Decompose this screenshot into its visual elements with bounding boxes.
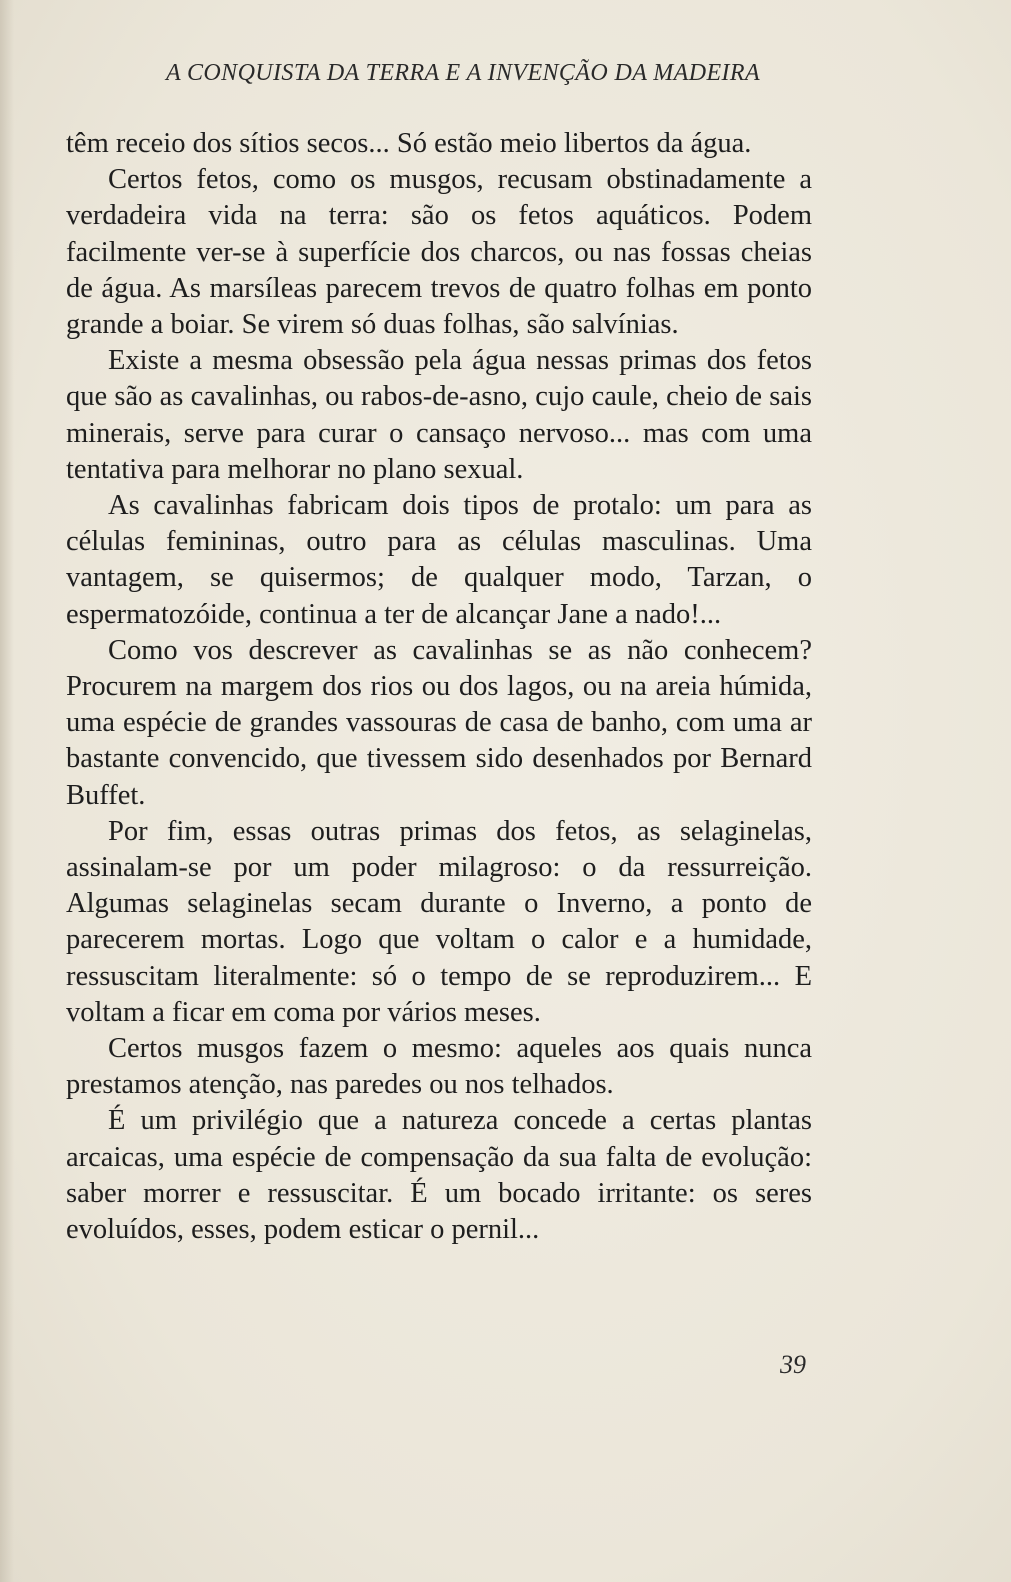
paragraph: Como vos descrever as cavalinhas se as não conhecem? Procurem na margem dos rios ou dos lagos, ou na areia húmida, uma espécie de grandes vassouras de casa de banho, com uma ar bastante convencido, que tivessem sido desenhados por Bernard Buffet.	[66, 634, 812, 811]
paragraph: Certos musgos fazem o mesmo: aqueles aos quais nunca prestamos atenção, nas paredes ou nos telhados.	[66, 1033, 812, 1101]
paragraph: As cavalinhas fabricam dois tipos de protalo: um para as células femininas, outro para as células masculinas. Uma vantagem, se quisermos; de qualquer modo, Tarzan, o espermatozóide, continua a ter de alcançar Jane a nado!...	[66, 490, 812, 630]
paragraph: Certos fetos, como os musgos, recusam obstinadamente a verdadeira vida na terra: são os fetos aquáticos. Podem facilmente ver-se à superfície dos charcos, ou nas fossas cheias de água. As marsíleas parecem trevos de quatro folhas em ponto grande a boiar. Se virem só duas folhas, são salvínias.	[66, 164, 812, 341]
spine-shadow	[0, 0, 14, 1582]
paragraph: Existe a mesma obsessão pela água nessas primas dos fetos que são as cavalinhas, ou rabos-de-asno, cujo caule, cheio de sais minerais, serve para curar o cansaço nervoso... mas com uma tentativa para melhorar no plano sexual.	[66, 345, 812, 485]
page-number: 39	[780, 1350, 806, 1379]
paragraph: Por fim, essas outras primas dos fetos, as selaginelas, assinalam-se por um poder milagroso: o da ressurreição. Algumas selaginelas secam durante o Inverno, a ponto de parecerem mortas. Logo que voltam o calor e a humidade, ressuscitam literalmente: só o tempo de se reproduzirem... E voltam a ficar em coma por vários meses.	[66, 815, 812, 1028]
paragraph: É um privilégio que a natureza concede a certas plantas arcaicas, uma espécie de compensação da sua falta de evolução: saber morrer e ressuscitar. É um bocado irritante: os seres evoluídos, esses, podem esticar o pernil...	[66, 1105, 812, 1246]
running-head: A CONQUISTA DA TERRA E A INVENÇÃO DA MADEIRA	[166, 60, 761, 86]
body-text	[66, 126, 812, 1248]
paragraph: têm receio dos sítios secos... Só estão meio libertos da água.	[66, 128, 752, 159]
